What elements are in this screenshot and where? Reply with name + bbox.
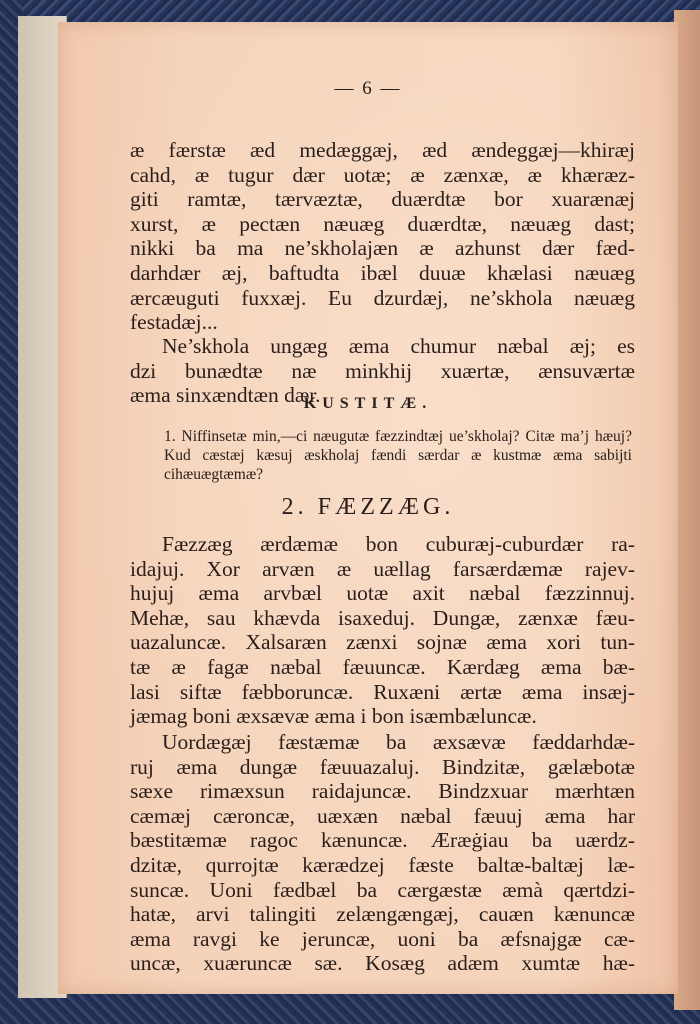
text-line: lasi siftæ fæbboruncæ. Ruxæni ærtæ æma insæj- — [130, 679, 635, 704]
text-line: dzi bunædtæ næ minkhij xuærtæ, ænsuværtæ — [130, 358, 635, 383]
text-line: jæmag boni æxsævæ æma i bon isæmbæluncæ. — [130, 704, 537, 729]
paragraph-1 — [130, 138, 635, 335]
text-line: idajuj. Xor arvæn æ uællag farsærdæmæ rajev- — [130, 556, 635, 581]
text-line: darhdær æj, baftudta ibæl duuæ khælasi næuæg — [130, 260, 635, 285]
text-line: ruj æma dungæ fæuuazaluj. Bindzitæ, gælæbotæ — [130, 754, 635, 779]
text-line: sæxe rimæxsun raidajuncæ. Bindzxuar mærhtæn — [130, 779, 635, 804]
text-line: suncæ. Uoni fædbæl ba cærgæstæ æmà qærtdzi- — [130, 877, 635, 902]
text-line: bæstitæmæ ragoc kænuncæ. Æræġiau ba uærdz- — [130, 828, 635, 853]
book-page — [58, 22, 678, 994]
text-line: festadæj... — [130, 310, 218, 335]
book-cover-top — [0, 0, 700, 22]
text-line: æma ravgi ke jeruncæ, uoni ba æfsnajgæ cæ- — [130, 926, 635, 951]
text-line: hujuj æma arvbæl uotæ axit næbal fæzzinnuj. — [130, 581, 635, 606]
text-line: Mehæ, sau khævda isaxeduj. Dungæ, zænxæ fæu- — [130, 605, 635, 630]
text-line: æma sinxændtæn dær. — [130, 383, 321, 408]
text-line: cæmæj cæroncæ, uæxæn næbal fæuuj æma har — [130, 803, 635, 828]
book-cover-bottom — [0, 994, 700, 1024]
text-line: ærcæuguti fuxxæj. Eu dzurdæj, ne’skhola næuæg — [130, 285, 635, 310]
text-line: tæ æ fagæ næbal fæuuncæ. Kærdæg æma bæ- — [130, 654, 635, 679]
chapter-title: 2. FÆZZÆG. — [281, 494, 455, 520]
text-line: dzitæ, qurrojtæ kærædzej fæste baltæ-baltæj læ- — [130, 852, 635, 877]
text-line: Ne’skhola ungæg æma chumur næbal æj; es — [162, 334, 635, 358]
section-title: KUSTITÆ. — [303, 395, 433, 412]
text-line: uazaluncæ. Xalsaræn zænxi sojnæ æma xori tun- — [130, 630, 635, 655]
text-line: hatæ, arvi talingiti zelængængæj, cauæn kænuncæ — [130, 902, 635, 927]
page-number: — 6 — — [334, 78, 402, 99]
text-line: giti ramtæ, tærvæztæ, duærdtæ bor xuarænæj — [130, 187, 635, 212]
text-line: æ færstæ æd medæggæj, æd ændeggæj—khiræj — [130, 138, 635, 162]
text-line: uncæ, xuæruncæ sæ. Kosæg adæm xumtæ hæ- — [130, 951, 635, 976]
text-line: nikki ba ma ne’skholajæn æ azhunst dær fæd- — [130, 236, 635, 261]
text-line: Fæzzæg ærdæmæ bon cuburæj-cuburdær ra- — [162, 532, 635, 556]
text-line: Uordægæj fæstæmæ ba æxsævæ fæddarhdæ- — [162, 730, 635, 754]
paragraph-3 — [130, 532, 635, 729]
exercise-text: 1. Niffinsetæ min,—ci næugutæ fæzzindtæj ue’skholaj? Citæ ma’j hæuj? Kud cæstæj kæsuj æskholaj fændi særdar æ kustmæ æma sabijti cihæuægtæmæ? — [164, 428, 632, 483]
paragraph-4 — [130, 730, 635, 976]
text-line: xurst, æ pectæn næuæg duærdtæ, næuæg dast; — [130, 211, 635, 236]
text-line: cahd, æ tugur dær uotæ; æ zænxæ, æ khæræz- — [130, 162, 635, 187]
